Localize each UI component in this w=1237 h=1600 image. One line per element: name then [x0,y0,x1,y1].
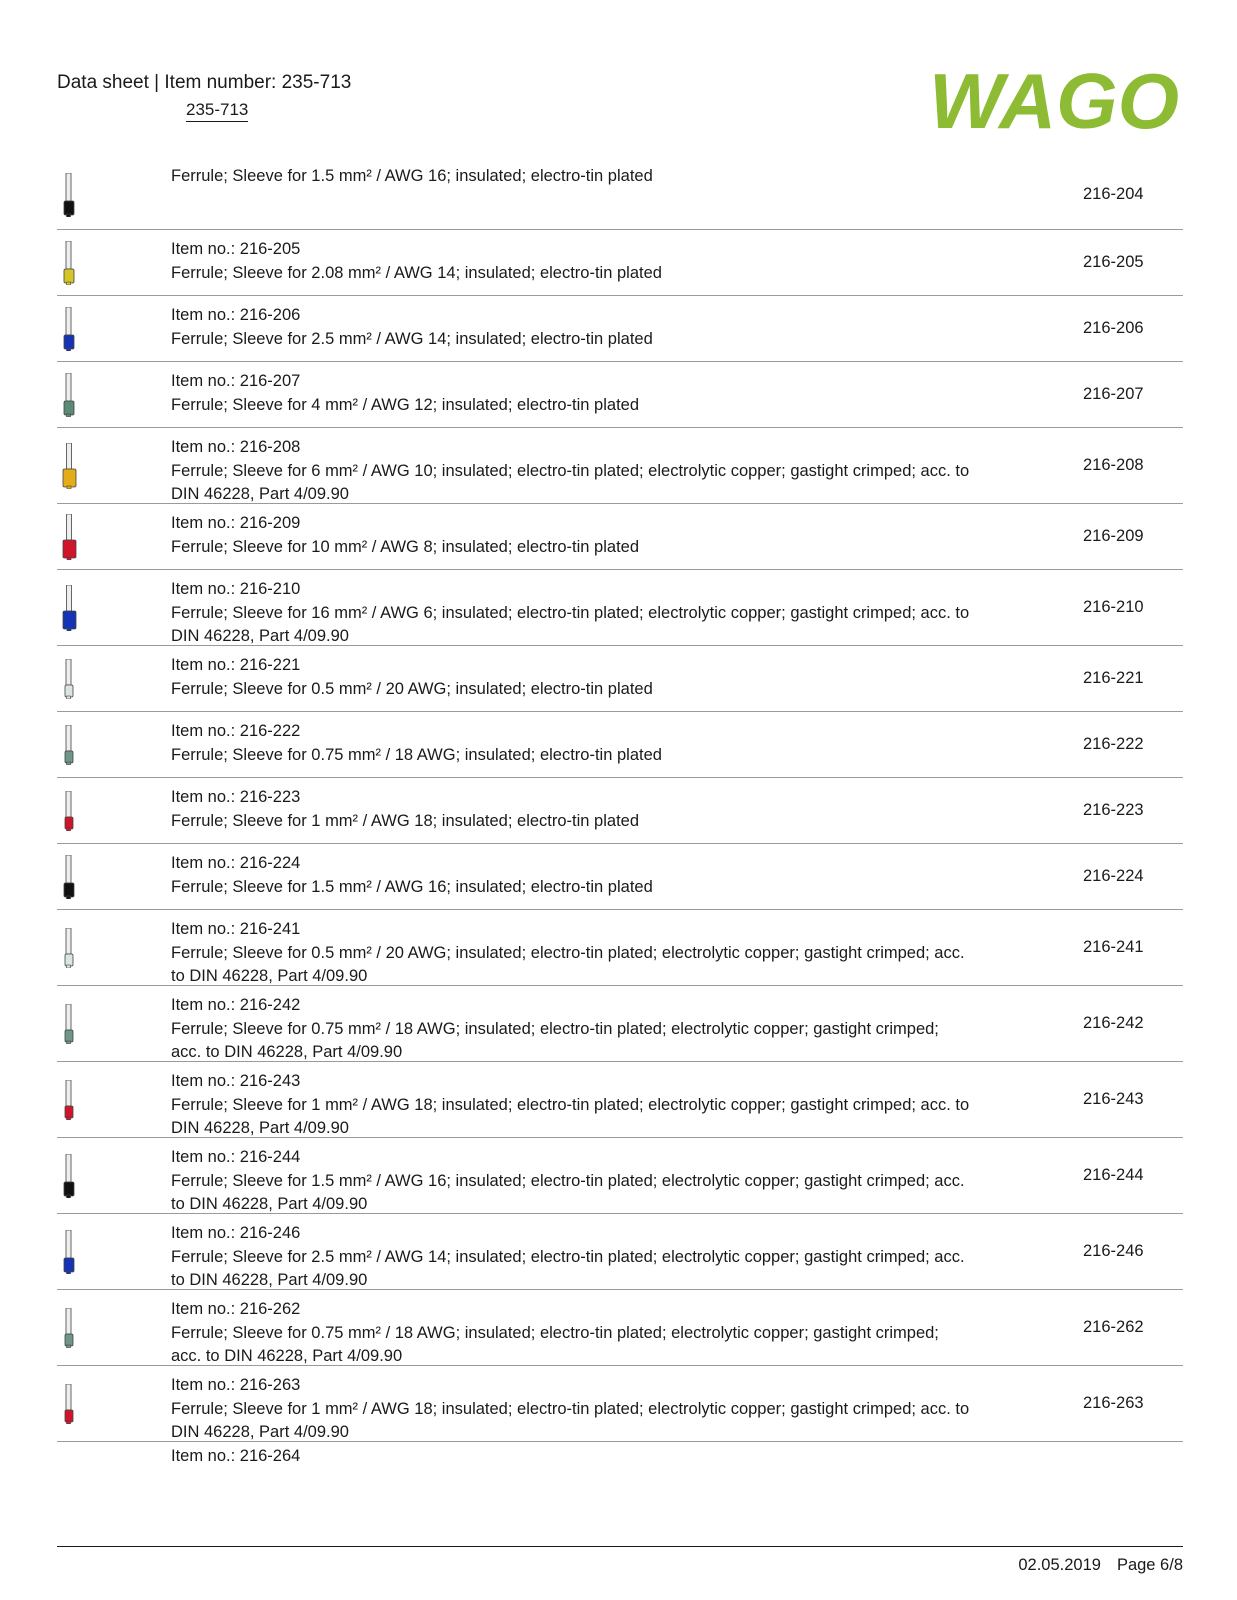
item-number: 216-210 [1083,598,1144,616]
item-label: Item no.: 216-246 [171,1224,301,1242]
item-description: Ferrule; Sleeve for 0.75 mm² / 18 AWG; insulated; electro-tin plated; electrolytic copper; gastight crimped; acc. to DIN 46228, Part 4/09.90 [171,1323,939,1365]
ferrule-icon [59,712,79,777]
item-label: Item no.: 216-224 [171,854,301,872]
item-label: Item no.: 216-205 [171,240,301,258]
ferrule-icon [59,1290,79,1365]
item-label: Item no.: 216-206 [171,306,301,324]
table-row [57,844,1183,910]
header [57,72,352,119]
item-number: 216-209 [1083,527,1144,545]
table-row [57,986,1183,1062]
item-label: Item no.: 216-243 [171,1072,301,1090]
item-description: Ferrule; Sleeve for 2.08 mm² / AWG 14; insulated; electro-tin plated [171,263,662,282]
trailing-item-label: Item no.: 216-264 [171,1447,301,1465]
table-row [57,160,1183,230]
product-list [57,160,1183,1442]
item-description: Ferrule; Sleeve for 0.75 mm² / 18 AWG; insulated; electro-tin plated; electrolytic copper; gastight crimped; acc. to DIN 46228, Part 4/09.90 [171,1019,939,1061]
table-row [57,778,1183,844]
item-description-block [171,778,971,833]
item-description-block [171,296,971,351]
ferrule-icon [59,1062,79,1137]
wago-logo [926,58,1183,144]
item-description: Ferrule; Sleeve for 0.75 mm² / 18 AWG; insulated; electro-tin plated [171,745,662,764]
table-row [57,296,1183,362]
item-label: Item no.: 216-221 [171,656,301,674]
item-description-block [171,1138,971,1217]
item-label: Item no.: 216-263 [171,1376,301,1394]
item-label: Item no.: 216-222 [171,722,301,740]
item-description-block [171,230,971,285]
item-description-block [171,504,971,559]
item-label: Item no.: 216-207 [171,372,301,390]
item-description: Ferrule; Sleeve for 1.5 mm² / AWG 16; insulated; electro-tin plated; electrolytic copper; gastight crimped; acc. to DIN 46228, Part 4/09.90 [171,1171,965,1213]
item-number: 216-207 [1083,385,1144,403]
item-label: Item no.: 216-208 [171,438,301,456]
item-label: Item no.: 216-241 [171,920,301,938]
table-row [57,712,1183,778]
table-row [57,1366,1183,1442]
table-row [57,1290,1183,1366]
item-description: Ferrule; Sleeve for 2.5 mm² / AWG 14; insulated; electro-tin plated; electrolytic copper; gastight crimped; acc. to DIN 46228, Part 4/09.90 [171,1247,965,1289]
item-description-block [171,362,971,417]
item-description: Ferrule; Sleeve for 0.5 mm² / 20 AWG; insulated; electro-tin plated [171,679,653,698]
item-number: 216-221 [1083,669,1144,687]
table-row [57,570,1183,646]
footer [1018,1556,1183,1575]
table-row [57,646,1183,712]
item-description: Ferrule; Sleeve for 6 mm² / AWG 10; insulated; electro-tin plated; electrolytic copper; gastight crimped; acc. to DIN 46228, Part 4/09.90 [171,461,970,503]
item-description-block [171,712,971,767]
item-number: 216-223 [1083,801,1144,819]
item-label: Item no.: 216-210 [171,580,301,598]
page-title: Data sheet | Item number: 235-713 [57,72,352,93]
item-description-block [171,1366,971,1445]
item-description-block [171,1290,971,1369]
item-description: Ferrule; Sleeve for 2.5 mm² / AWG 14; insulated; electro-tin plated [171,329,653,348]
footer-page: Page 6/8 [1116,1556,1183,1574]
item-description: Ferrule; Sleeve for 1.5 mm² / AWG 16; insulated; electro-tin plated [171,877,653,896]
item-description-block [171,910,971,989]
item-number: 216-208 [1083,456,1144,474]
footer-date: 02.05.2019 [1018,1556,1101,1574]
item-number: 216-262 [1083,1318,1144,1336]
item-description: Ferrule; Sleeve for 4 mm² / AWG 12; insulated; electro-tin plated [171,395,640,414]
item-label: Item no.: 216-262 [171,1300,301,1318]
ferrule-icon [59,1366,79,1441]
ferrule-icon [59,362,79,427]
ferrule-icon [59,844,79,909]
ferrule-icon [59,230,79,295]
item-number: 216-243 [1083,1090,1144,1108]
table-row [57,910,1183,986]
item-description-block [171,1062,971,1141]
item-number: 216-205 [1083,253,1144,271]
table-row [57,230,1183,296]
ferrule-icon [59,778,79,843]
item-label: Item no.: 216-242 [171,996,301,1014]
item-label: Item no.: 216-244 [171,1148,301,1166]
item-number: 216-242 [1083,1014,1144,1032]
item-label: Item no.: 216-223 [171,788,301,806]
item-number: 216-204 [1083,185,1144,203]
item-label: Item no.: 216-209 [171,514,301,532]
ferrule-icon [59,646,79,711]
ferrule-icon [59,428,79,503]
table-row [57,1138,1183,1214]
item-number: 216-244 [1083,1166,1144,1184]
item-number: 216-246 [1083,1242,1144,1260]
item-description: Ferrule; Sleeve for 0.5 mm² / 20 AWG; insulated; electro-tin plated; electrolytic copper; gastight crimped; acc. to DIN 46228, Part 4/09.90 [171,943,965,985]
item-description-block [171,160,971,189]
ferrule-icon [59,1138,79,1213]
item-description: Ferrule; Sleeve for 10 mm² / AWG 8; insulated; electro-tin plated [171,537,640,556]
item-description: Ferrule; Sleeve for 1 mm² / AWG 18; insulated; electro-tin plated; electrolytic copper; gastight crimped; acc. to DIN 46228, Part 4/09.90 [171,1399,970,1441]
item-description-block [171,986,971,1065]
item-number: 216-241 [1083,938,1144,956]
item-description-block [171,570,971,649]
item-description-block [171,1214,971,1293]
item-description: Ferrule; Sleeve for 1 mm² / AWG 18; insulated; electro-tin plated [171,811,640,830]
table-row [57,1062,1183,1138]
item-description: Ferrule; Sleeve for 1.5 mm² / AWG 16; insulated; electro-tin plated [171,167,653,185]
item-description: Ferrule; Sleeve for 16 mm² / AWG 6; insulated; electro-tin plated; electrolytic copper; gastight crimped; acc. to DIN 46228, Part 4/09.90 [171,603,970,645]
ferrule-icon [59,570,79,645]
item-number-link[interactable]: 235-713 [186,100,248,122]
table-row [57,428,1183,504]
item-number: 216-224 [1083,867,1144,885]
ferrule-icon [59,910,79,985]
table-row [57,1214,1183,1290]
item-description-block [171,844,971,899]
table-row [57,504,1183,570]
ferrule-icon [59,296,79,361]
ferrule-icon [59,160,79,229]
footer-divider [57,1546,1183,1547]
item-number: 216-222 [1083,735,1144,753]
item-description: Ferrule; Sleeve for 1 mm² / AWG 18; insulated; electro-tin plated; electrolytic copper; gastight crimped; acc. to DIN 46228, Part 4/09.90 [171,1095,970,1137]
wago-logo-text: WAGO [929,58,1179,144]
item-description-block [171,428,971,507]
ferrule-icon [59,986,79,1061]
ferrule-icon [59,504,79,569]
item-number: 216-263 [1083,1394,1144,1412]
item-number: 216-206 [1083,319,1144,337]
item-description-block [171,646,971,701]
ferrule-icon [59,1214,79,1289]
table-row [57,362,1183,428]
